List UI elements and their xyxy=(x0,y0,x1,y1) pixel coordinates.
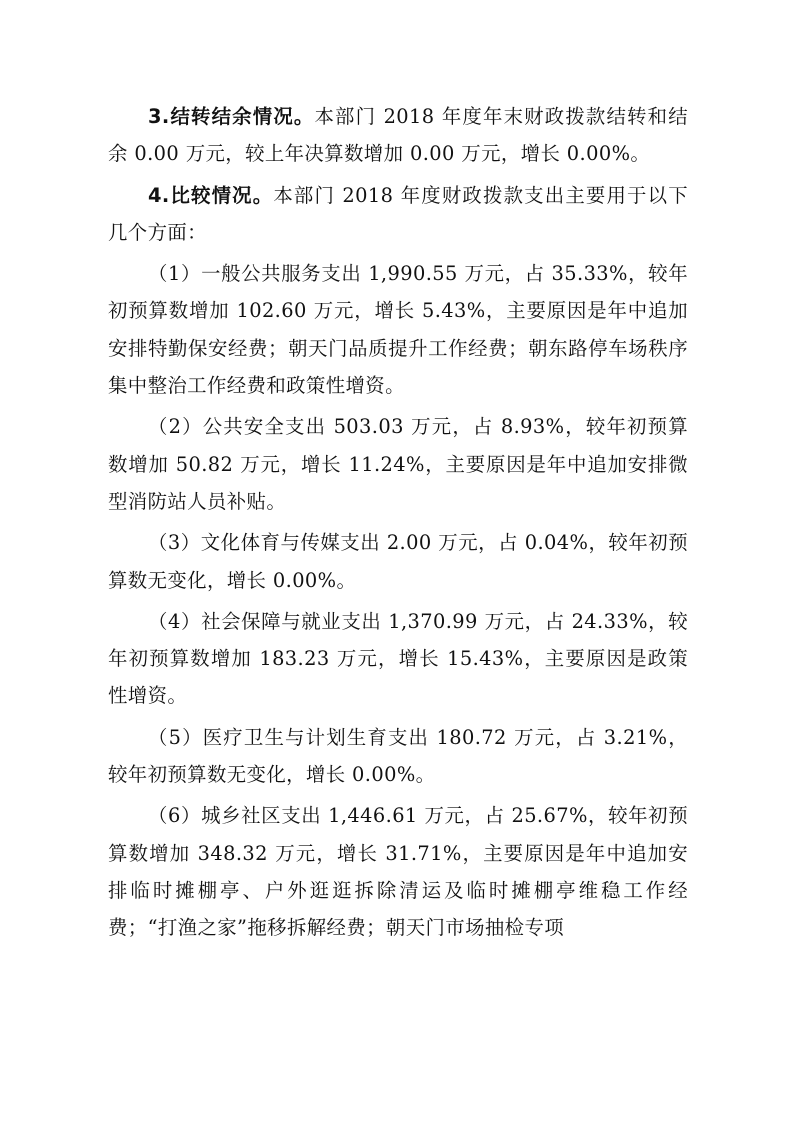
paragraph-social-security-employment xyxy=(108,603,688,715)
paragraph-heading: 3.结转结余情况。 xyxy=(148,105,315,128)
paragraph-text: （4）社会保障与就业支出 1,370.99 万元，占 24.33%，较年初预算数增加 183.23 万元，增长 15.43%，主要原因是政策性增资。 xyxy=(108,609,688,708)
paragraph-public-safety xyxy=(108,408,688,520)
paragraph-heading: 4.比较情况。 xyxy=(148,183,274,207)
paragraph-text: （1）一般公共服务支出 1,990.55 万元，占 35.33%，较年初预算数增加 102.60 万元，增长 5.43%，主要原因是年中追加安排特勤保安经费；朝天门品质提升工作经费；朝东路停车场秩序集中整治工作经费和政策性增资。 xyxy=(108,262,688,398)
paragraph-text: （6）城乡社区支出 1,446.61 万元，占 25.67%，较年初预算数增加 348.32 万元，增长 31.71%，主要原因是年中追加安排临时摊棚亭、户外逛逛拆除清运及临时摊棚亭维稳工作经费；“打渔之家”拖移拆解经费；朝天门市场抽检专项 xyxy=(108,804,688,940)
paragraph-comparison xyxy=(108,177,688,252)
paragraph-text: （2）公共安全支出 503.03 万元，占 8.93%，较年初预算数增加 50.82 万元，增长 11.24%，主要原因是年中追加安排微型消防站人员补贴。 xyxy=(108,415,688,513)
paragraph-culture-sports-media xyxy=(108,524,688,599)
paragraph-general-public-services xyxy=(108,255,688,404)
paragraph-carryover-balance xyxy=(108,98,688,173)
paragraph-text: （5）医疗卫生与计划生育支出 180.72 万元，占 3.21%，较年初预算数无变化，增长 0.00%。 xyxy=(108,725,688,787)
document-body xyxy=(108,98,688,951)
paragraph-text: 本部门 2018 年度财政拨款支出主要用于以下几个方面： xyxy=(108,183,688,244)
paragraph-health-family-planning xyxy=(108,719,688,794)
paragraph-text: 本部门 2018 年度年末财政拨款结转和结余 0.00 万元，较上年决算数增加 0.00 万元，增长 0.00%。 xyxy=(108,105,688,166)
paragraph-text: （3）文化体育与传媒支出 2.00 万元，占 0.04%，较年初预算数无变化，增长 0.00%。 xyxy=(108,531,688,592)
paragraph-urban-rural-community xyxy=(108,797,688,946)
